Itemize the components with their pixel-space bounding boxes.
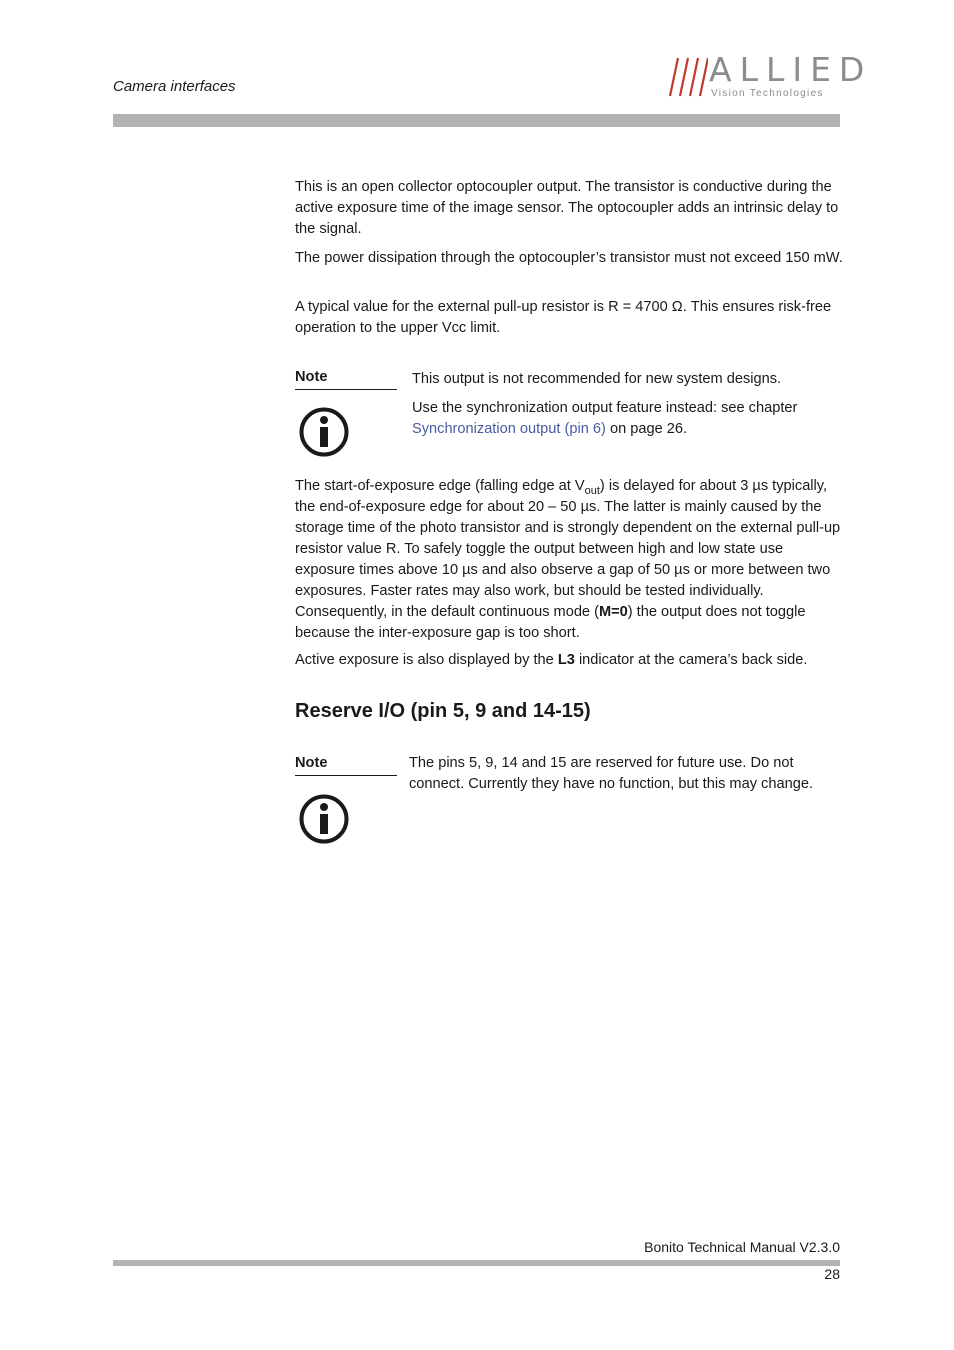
note-text-not-recommended: This output is not recommended for new system designs. bbox=[412, 371, 782, 387]
note-label: Note bbox=[295, 367, 397, 390]
section-heading-reserve-io: Reserve I/O (pin 5, 9 and 14-15) bbox=[295, 700, 591, 722]
page-number: 28 bbox=[824, 1266, 840, 1282]
logo-tagline: Vision Technologies bbox=[711, 88, 824, 99]
info-icon bbox=[298, 406, 350, 458]
note-label: Note bbox=[295, 753, 397, 776]
l3-text-after: indicator at the camera’s back side. bbox=[578, 652, 808, 668]
logo-slashes-icon bbox=[668, 52, 708, 98]
exposure-text-middle: ) is delayed for about 3 µs typically, the end-of-exposure edge for about 20 – 50 µs. The latter is mainly caused by the storage time of the photo transistor and is strongly dependent on the external pull-up resistor value R. To safely toggle the output between high and low state use exposure times above 10 µs and also observe a gap of 50 µs or more between two exposures. Faster rates may also work, but should be tested individually. Consequently, in the default continuous mode ( bbox=[295, 478, 841, 620]
footer-manual-title: Bonito Technical Manual V2.3.0 bbox=[644, 1239, 840, 1255]
paragraph-exposure-edge bbox=[295, 476, 841, 644]
allied-logo bbox=[668, 50, 873, 102]
paragraph-l3-indicator bbox=[295, 650, 843, 671]
header-rule bbox=[113, 114, 840, 127]
l3-label: L3 bbox=[557, 652, 575, 668]
paragraph-open-collector: This is an open collector optocoupler output. The transistor is conductive during the active exposure time of the image sensor. The optocoupler adds an intrinsic delay to the signal. bbox=[295, 179, 839, 237]
paragraph-power-dissipation: The power dissipation through the optocoupler’s transistor must not exceed 150 mW. bbox=[295, 250, 843, 266]
footer-rule bbox=[113, 1260, 840, 1266]
info-icon bbox=[298, 793, 350, 845]
subscript-out: out bbox=[584, 484, 600, 497]
note-text-suffix: on page 26. bbox=[609, 421, 688, 437]
note-text-prefix: Use the synchronization output feature instead: see chapter bbox=[412, 400, 798, 416]
mode-m0: M=0 bbox=[598, 604, 628, 620]
l3-text-before: Active exposure is also displayed by the bbox=[295, 652, 554, 668]
paragraph-pullup-resistor: A typical value for the external pull-up resistor is R = 4700 Ω. This ensures risk-free operation to the upper Vcc limit. bbox=[295, 299, 832, 336]
logo-wordmark: ALLIED bbox=[709, 50, 873, 89]
exposure-text-end: ) the output does not toggle because the inter-exposure gap is too short. bbox=[295, 604, 806, 641]
note-text-use-sync bbox=[412, 398, 844, 440]
header-section-title: Camera interfaces bbox=[113, 78, 236, 95]
exposure-text-start: The start-of-exposure edge (falling edge at V bbox=[295, 478, 585, 494]
note-text-reserved-pins: The pins 5, 9, 14 and 15 are reserved for future use. Do not connect. Currently they have no function, but this may change. bbox=[409, 755, 813, 792]
sync-output-link[interactable]: Synchronization output (pin 6) bbox=[412, 421, 606, 437]
